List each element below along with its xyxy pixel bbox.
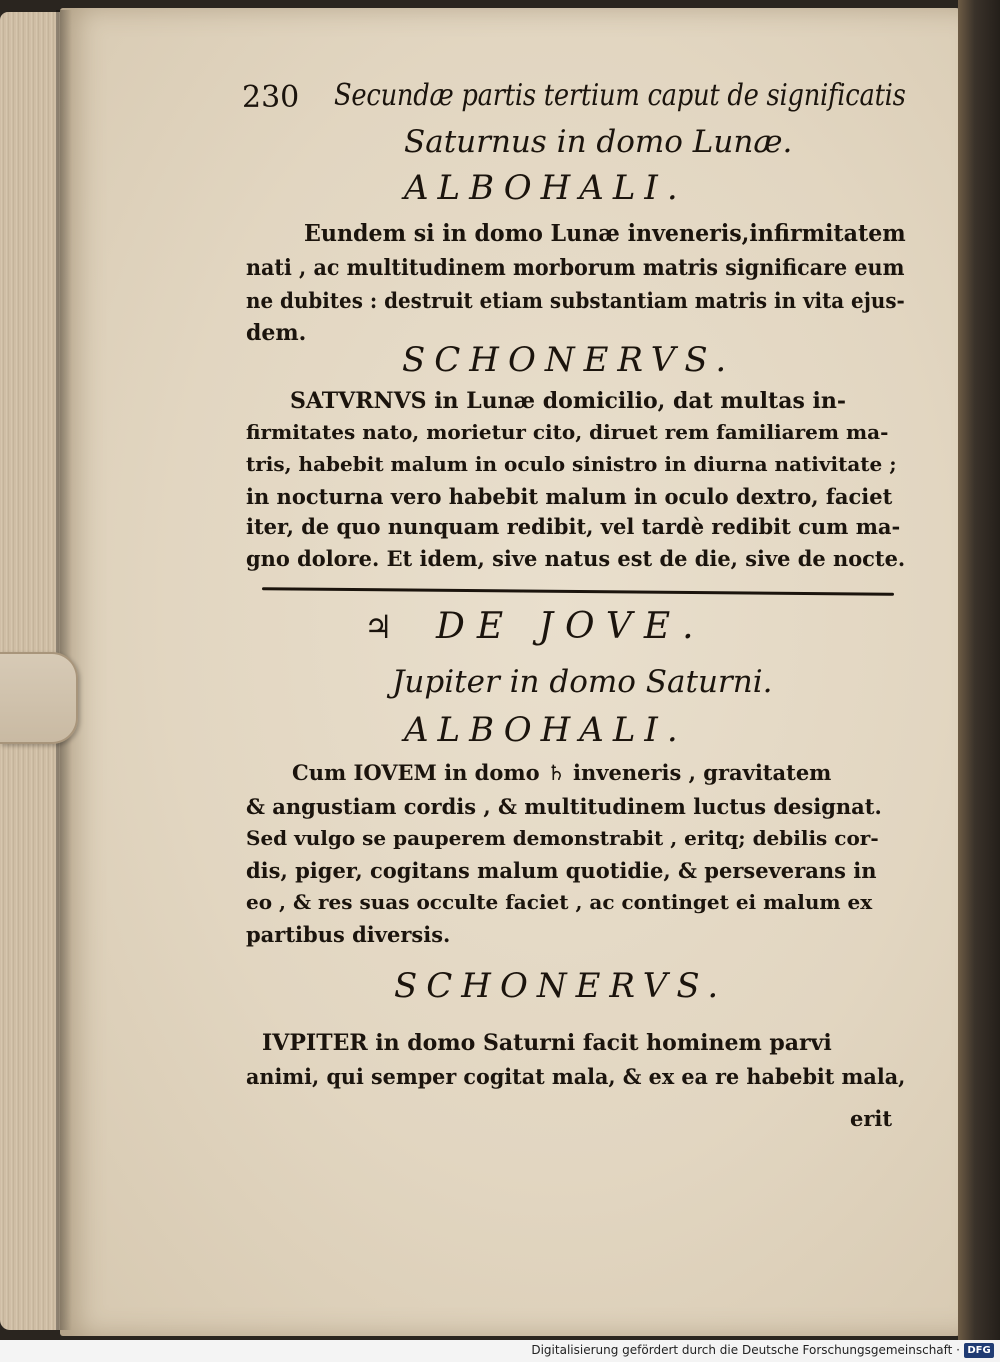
text-line: dem. bbox=[246, 320, 307, 346]
text-line: firmitates nato, morietur cito, diruet rem familiarem ma- bbox=[246, 420, 889, 444]
footer-credit: Digitalisierung gefördert durch die Deutsche Forschungsgemeinschaft · bbox=[531, 1343, 960, 1357]
text-line: Sed vulgo se pauperem demonstrabit , eritq; debilis cor- bbox=[246, 826, 879, 850]
text-line: dis, piger, cogitans malum quotidie, & perseverans in bbox=[246, 858, 877, 883]
text-line: & angustiam cordis , & multitudinem luctus designat. bbox=[246, 794, 882, 819]
text-line: IVPITER in domo Saturni facit hominem parvi bbox=[262, 1030, 832, 1056]
digitization-footer bbox=[0, 1340, 1000, 1362]
author-heading-schonerus: SCHONERVS. bbox=[402, 340, 736, 380]
author-heading-schonerus: SCHONERVS. bbox=[394, 966, 728, 1006]
dfg-logo: DFG bbox=[964, 1343, 994, 1358]
page-right-shadow bbox=[958, 0, 1000, 1340]
chapter-title: DE JOVE. bbox=[436, 606, 706, 647]
text-line: partibus diversis. bbox=[246, 922, 451, 947]
text-line: Cum IOVEM in domo ♄ inveneris , gravitatem bbox=[292, 760, 832, 785]
chapter-subtitle: Jupiter in domo Saturni. bbox=[392, 664, 773, 700]
author-heading-albohali: ALBOHALI. bbox=[404, 168, 687, 208]
text-line: in nocturna vero habebit malum in oculo dextro, faciet bbox=[246, 484, 893, 509]
section-title: Saturnus in domo Lunæ. bbox=[404, 124, 793, 160]
text-line: SATVRNVS in Lunæ domicilio, dat multas in- bbox=[290, 388, 846, 414]
jupiter-symbol: ♃ bbox=[364, 608, 393, 646]
catchword: erit bbox=[850, 1106, 893, 1131]
text-line: gno dolore. Et idem, sive natus est de die, sive de nocte. bbox=[246, 546, 906, 571]
page-number: 230 bbox=[242, 80, 300, 115]
running-title: Secundæ partis tertium caput de significatis bbox=[334, 78, 906, 113]
text-line: nati , ac multitudinem morborum matris significare eum bbox=[246, 255, 905, 281]
text-line: tris, habebit malum in oculo sinistro in diurna nativitate ; bbox=[246, 452, 897, 476]
text-line: animi, qui semper cogitat mala, & ex ea re habebit mala, bbox=[246, 1064, 906, 1089]
bookmark-tab bbox=[0, 652, 78, 744]
author-heading-albohali: ALBOHALI. bbox=[404, 710, 687, 750]
text-line: Eundem si in domo Lunæ inveneris,infirmitatem bbox=[304, 220, 906, 247]
text-line: iter, de quo nunquam redibit, vel tardè redibit cum ma- bbox=[246, 514, 901, 539]
text-line: eo , & res suas occulte faciet , ac continget ei malum ex bbox=[246, 890, 873, 914]
text-line: ne dubites : destruit etiam substantiam matris in vita ejus- bbox=[246, 288, 905, 313]
